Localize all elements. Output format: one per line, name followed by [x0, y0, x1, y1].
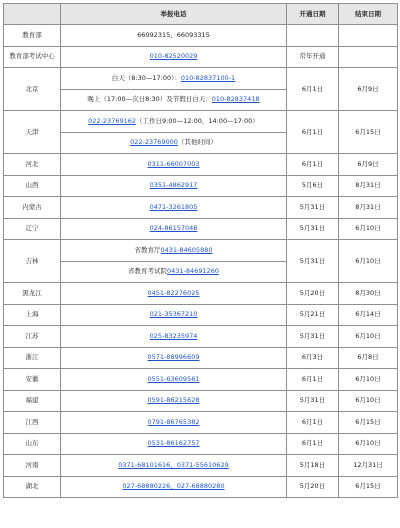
- phone-cell: [61, 175, 287, 197]
- phone-link[interactable]: 027-68880226、027-68880280: [122, 482, 225, 491]
- close-date-cell: 6月10日: [339, 218, 398, 240]
- table-row: [4, 111, 398, 133]
- phone-note: （其他时间）: [177, 138, 217, 147]
- open-date-cell: 6月3日: [287, 347, 339, 369]
- region-cell: 江苏: [4, 326, 61, 348]
- table-row: [4, 412, 398, 434]
- phone-cell: [61, 197, 287, 219]
- open-date-cell: 5月20日: [287, 283, 339, 305]
- phone-cell: [61, 46, 287, 68]
- phone-cell: [61, 433, 287, 455]
- open-date-cell: 6月1日: [287, 369, 339, 391]
- close-date-cell: 6月15日: [339, 111, 398, 154]
- table-row: [4, 175, 398, 197]
- region-cell: 吉林: [4, 240, 61, 283]
- phone-cell: [61, 476, 287, 498]
- table-row: [4, 283, 398, 305]
- open-date-cell: 5月31日: [287, 240, 339, 283]
- region-cell: 浙江: [4, 347, 61, 369]
- close-date-cell: 6月10日: [339, 326, 398, 348]
- close-date-cell: 6月14日: [339, 304, 398, 326]
- open-date-cell: [287, 25, 339, 47]
- close-date-cell: 6月10日: [339, 240, 398, 283]
- table-row: [4, 390, 398, 412]
- region-cell: 河北: [4, 154, 61, 176]
- open-date-cell: 6月1日: [287, 111, 339, 154]
- phone-note: 白天（8:30—17:00）：: [111, 73, 181, 82]
- close-date-cell: 8月30日: [339, 283, 398, 305]
- phone-cell: [61, 455, 287, 477]
- region-cell: 山东: [4, 433, 61, 455]
- open-date-cell: 5月31日: [287, 218, 339, 240]
- phone-link[interactable]: 0591-86215628: [147, 396, 200, 405]
- region-cell: 北京: [4, 68, 61, 111]
- table-row: [4, 46, 398, 68]
- phone-note: 省教育厅: [134, 245, 161, 254]
- phone-link[interactable]: 0451-82276025: [147, 288, 200, 297]
- open-date-cell: 5月31日: [287, 390, 339, 412]
- region-cell: 黑龙江: [4, 283, 61, 305]
- close-date-cell: 6月9日: [339, 68, 398, 111]
- table-body: [4, 25, 398, 498]
- phone-link[interactable]: 025-83235974: [149, 331, 198, 340]
- phone-cell: [61, 68, 287, 90]
- open-date-cell: 6月1日: [287, 433, 339, 455]
- phone-link[interactable]: 024-86157048: [149, 224, 198, 233]
- open-date-cell: 5月21日: [287, 304, 339, 326]
- close-date-cell: 8月31日: [339, 175, 398, 197]
- phone-link[interactable]: 0531-86162757: [147, 439, 200, 448]
- hotline-table: [3, 3, 398, 498]
- phone-cell: [61, 283, 287, 305]
- region-cell: 辽宁: [4, 218, 61, 240]
- phone-link[interactable]: 0571-88996609: [147, 353, 200, 362]
- region-cell: 江西: [4, 412, 61, 434]
- phone-link[interactable]: 0371-68101616、0371-55610629: [118, 460, 229, 469]
- table-row: [4, 218, 398, 240]
- table-row: [4, 68, 398, 90]
- phone-note: （工作日9:00—12:00，14:00—17:00）: [136, 116, 259, 125]
- region-cell: 天津: [4, 111, 61, 154]
- phone-cell: [61, 369, 287, 391]
- region-cell: 教育部考试中心: [4, 46, 61, 68]
- phone-link[interactable]: 022-23769000: [130, 138, 178, 147]
- region-cell: 上海: [4, 304, 61, 326]
- region-cell: 山西: [4, 175, 61, 197]
- phone-cell: [61, 326, 287, 348]
- table-row: [4, 154, 398, 176]
- phone-cell: [61, 154, 287, 176]
- open-date-cell: 5月31日: [287, 326, 339, 348]
- close-date-cell: 6月10日: [339, 433, 398, 455]
- close-date-cell: [339, 46, 398, 68]
- region-cell: 福建: [4, 390, 61, 412]
- region-cell: 湖北: [4, 476, 61, 498]
- phone-note: 66092315、66093315: [137, 30, 210, 39]
- phone-link[interactable]: 022-23769162: [88, 116, 137, 125]
- phone-cell: [61, 25, 287, 47]
- phone-link[interactable]: 0431-84605880: [160, 245, 213, 254]
- close-date-cell: 6月15日: [339, 412, 398, 434]
- close-date-cell: 6月15日: [339, 476, 398, 498]
- phone-cell: [61, 261, 287, 283]
- phone-note: 省教育考试院: [128, 267, 167, 276]
- table-row: [4, 240, 398, 262]
- close-date-cell: 8月31日: [339, 197, 398, 219]
- close-date-cell: 6月10日: [339, 390, 398, 412]
- region-cell: 安徽: [4, 369, 61, 391]
- open-date-cell: 5月31日: [287, 197, 339, 219]
- phone-cell: [61, 132, 287, 154]
- open-date-cell: 5月6日: [287, 175, 339, 197]
- header-open-date: 开通日期: [287, 4, 339, 25]
- phone-link[interactable]: 010-82837100-1: [180, 73, 236, 82]
- table-row: [4, 326, 398, 348]
- table-row: [4, 25, 398, 47]
- close-date-cell: 6月8日: [339, 347, 398, 369]
- header-phone: 举报电话: [61, 4, 287, 25]
- open-date-cell: 5月18日: [287, 455, 339, 477]
- phone-cell: [61, 111, 287, 133]
- table-row: [4, 455, 398, 477]
- close-date-cell: 12月31日: [339, 455, 398, 477]
- phone-link[interactable]: 0471-3261805: [149, 202, 198, 211]
- phone-cell: [61, 412, 287, 434]
- header-row: [4, 4, 398, 25]
- phone-link[interactable]: 0551-63609561: [147, 374, 200, 383]
- phone-link[interactable]: 010-82520029: [149, 52, 198, 61]
- table-row: [4, 347, 398, 369]
- phone-link[interactable]: 010-82837418: [211, 95, 260, 104]
- close-date-cell: 6月10日: [339, 369, 398, 391]
- region-cell: 教育部: [4, 25, 61, 47]
- open-date-cell: 6月1日: [287, 154, 339, 176]
- open-date-cell: 6月1日: [287, 68, 339, 111]
- table-row: [4, 476, 398, 498]
- phone-link[interactable]: 0351-4862917: [149, 181, 198, 190]
- phone-cell: [61, 240, 287, 262]
- open-date-cell: 6月1日: [287, 412, 339, 434]
- table-row: [4, 433, 398, 455]
- header-region: [4, 4, 61, 25]
- close-date-cell: 6月9日: [339, 154, 398, 176]
- phone-cell: [61, 89, 287, 111]
- region-cell: 内蒙古: [4, 197, 61, 219]
- open-date-cell: 常年开通: [287, 46, 339, 68]
- table-row: [4, 197, 398, 219]
- close-date-cell: [339, 25, 398, 47]
- header-close-date: 结束日期: [339, 4, 398, 25]
- phone-link[interactable]: 0431-84691260: [167, 267, 219, 276]
- phone-link[interactable]: 0311-66007003: [147, 159, 200, 168]
- phone-link[interactable]: 0791-86765382: [147, 417, 200, 426]
- phone-note: 晚上（17:00—次日8:30）及节假日白天：: [87, 95, 212, 104]
- phone-cell: [61, 347, 287, 369]
- table-row: [4, 369, 398, 391]
- phone-cell: [61, 304, 287, 326]
- region-cell: 河南: [4, 455, 61, 477]
- phone-link[interactable]: 021-35367210: [149, 310, 198, 319]
- phone-cell: [61, 218, 287, 240]
- phone-cell: [61, 390, 287, 412]
- table-row: [4, 304, 398, 326]
- open-date-cell: 5月20日: [287, 476, 339, 498]
